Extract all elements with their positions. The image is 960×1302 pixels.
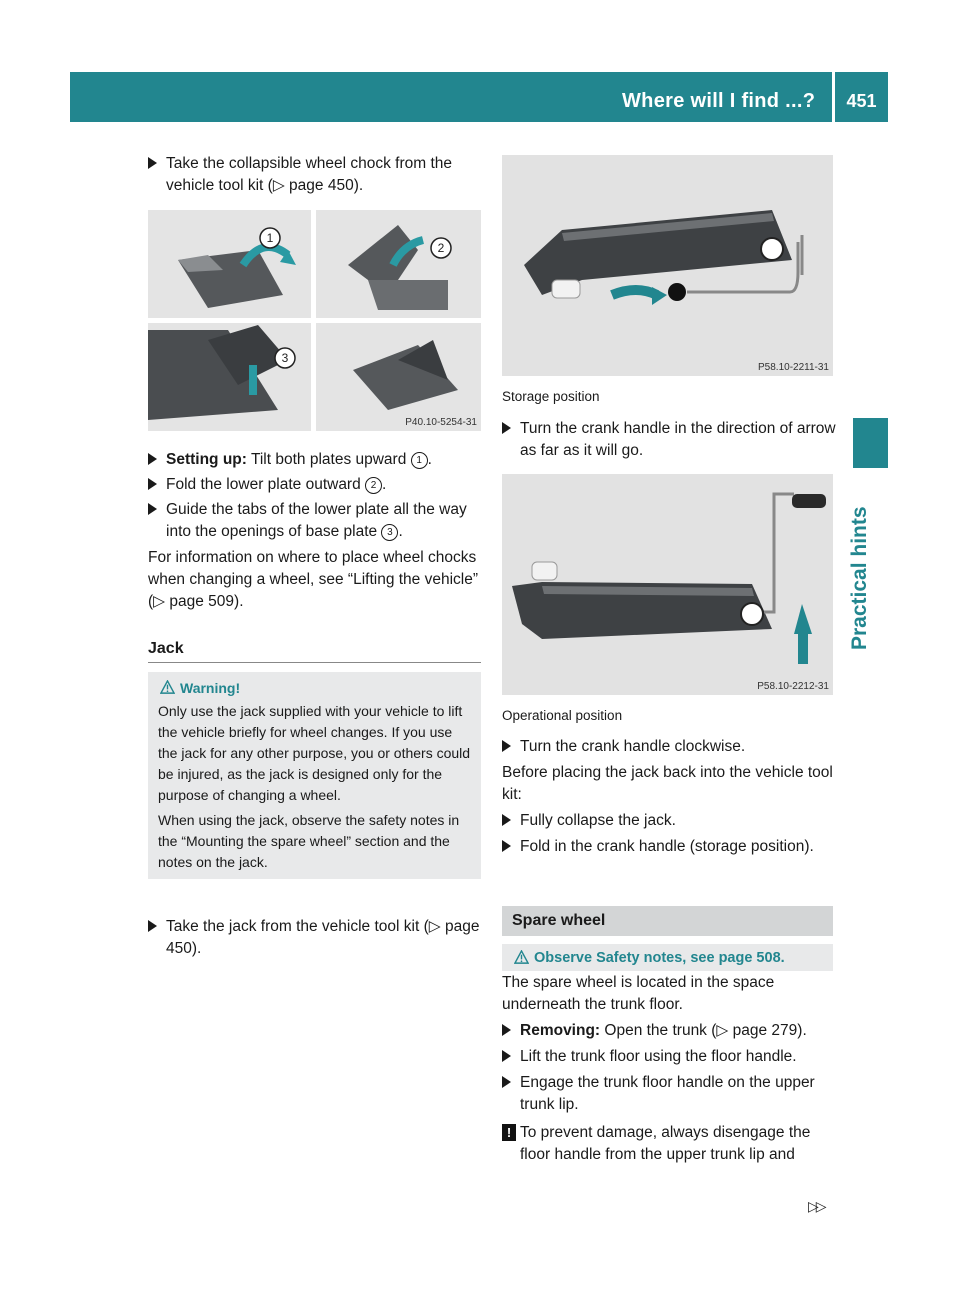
caution-icon: ! — [502, 1124, 516, 1141]
step-turn-crank — [502, 418, 836, 462]
step-text: Guide the tabs of the lower plate all the way into the openings of base plate — [166, 501, 467, 540]
step-text: Take the jack from the vehicle tool kit (▷ page 450). — [166, 918, 480, 957]
warning-title-text: Warning! — [180, 680, 241, 696]
step-engage-handle — [502, 1072, 836, 1116]
step-text: Tilt both plates upward — [246, 451, 411, 468]
step-arrow-icon — [148, 157, 157, 169]
warning-title — [158, 678, 473, 699]
jack-heading: Jack — [148, 640, 184, 657]
step-text: Engage the trunk floor handle on the upper trunk lip. — [520, 1074, 815, 1113]
figure-code: P58.10-2212-31 — [757, 681, 829, 692]
step-text: Turn the crank handle clockwise. — [520, 738, 746, 755]
step-arrow-icon — [148, 503, 157, 515]
step-tail: . — [398, 523, 403, 540]
figure-wheel-chock — [148, 210, 481, 431]
continue-marker: ▷▷ — [808, 1198, 824, 1214]
figure-code: P58.10-2211-31 — [758, 362, 829, 373]
step-text: Take the collapsible wheel chock from the vehicle tool kit (▷ page 450). — [166, 155, 453, 194]
caution-text: To prevent damage, always disengage the floor handle from the upper trunk lip and — [520, 1124, 811, 1163]
step-text: Fully collapse the jack. — [520, 812, 676, 829]
step-text: Fold in the crank handle (storage position). — [520, 838, 814, 855]
figure-code: P40.10-5254-31 — [405, 417, 477, 428]
jack-warning-box — [148, 672, 481, 879]
step-text: Open the trunk (▷ page 279). — [600, 1022, 807, 1039]
spare-wheel-location: The spare wheel is located in the space underneath the trunk floor. — [502, 974, 775, 1013]
step-arrow-icon — [502, 814, 511, 826]
safety-note — [512, 948, 825, 969]
step-guide-tabs — [148, 499, 482, 543]
step-fold-lower-plate — [148, 474, 482, 496]
step-removing — [502, 1020, 836, 1042]
step-collapse-jack — [502, 810, 836, 832]
step-text: Fold the lower plate outward — [166, 476, 366, 493]
step-arrow-icon — [502, 1024, 511, 1036]
step-arrow-icon — [148, 478, 157, 490]
caption-storage: Storage position — [502, 389, 600, 404]
step-tail: . — [427, 451, 432, 468]
step-setting-up — [148, 449, 482, 471]
svg-text:2: 2 — [437, 241, 445, 255]
marker-1: 1 — [411, 452, 428, 469]
step-arrow-icon — [148, 920, 157, 932]
caution-note — [502, 1122, 836, 1166]
step-fold-crank — [502, 836, 836, 858]
jack-heading-rule — [148, 662, 481, 663]
figure-jack-operational — [502, 474, 833, 695]
marker-3: 3 — [381, 524, 398, 541]
safety-note-box — [502, 944, 833, 971]
step-arrow-icon — [148, 453, 157, 465]
page-title: Where will I find ...? — [622, 90, 816, 112]
info-paragraph: For information on where to place wheel chocks when changing a wheel, see “Lifting the vehicle” (▷ page 509). — [148, 549, 479, 610]
step-arrow-icon — [502, 422, 511, 434]
figure-jack-storage — [502, 155, 833, 376]
side-tab-label: Practical hints — [848, 506, 871, 650]
step-arrow-icon — [502, 1076, 511, 1088]
step-arrow-icon — [502, 740, 511, 752]
safety-note-text: Observe Safety notes, see page 508. — [534, 950, 785, 966]
marker-2: 2 — [365, 477, 382, 494]
step-text: Turn the crank handle in the direction of arrow as far as it will go. — [520, 420, 836, 459]
step-text: Lift the trunk floor using the floor handle. — [520, 1048, 797, 1065]
step-take-jack — [148, 916, 482, 960]
svg-text:1: 1 — [266, 231, 274, 245]
before-placing-text: Before placing the jack back into the vehicle tool kit: — [502, 764, 833, 803]
warning-paragraph-2: When using the jack, observe the safety notes in the “Mounting the spare wheel” section and the notes on the jack. — [158, 812, 460, 870]
caption-operational: Operational position — [502, 708, 623, 723]
step-label: Setting up: — [166, 451, 247, 468]
step-arrow-icon — [502, 1050, 511, 1062]
page-number: 451 — [835, 72, 888, 122]
warning-triangle-icon — [160, 680, 175, 695]
step-arrow-icon — [502, 840, 511, 852]
wheel-chock-illustration — [148, 210, 481, 431]
jack-operational-illustration — [502, 474, 833, 695]
warning-paragraph-1: Only use the jack supplied with your vehicle to lift the vehicle briefly for wheel changes. If you use the jack for any other purpose, you or others could be injured, as the jack is designed only for the purpose of changing a wheel. — [158, 703, 471, 803]
spare-wheel-heading — [502, 906, 833, 936]
spare-wheel-heading-text: Spare wheel — [512, 912, 606, 929]
step-label: Removing: — [520, 1022, 601, 1039]
step-lift-floor — [502, 1046, 836, 1068]
warning-triangle-icon — [514, 950, 529, 965]
step-turn-clockwise — [502, 736, 836, 758]
step-take-chock — [148, 153, 482, 197]
jack-storage-illustration — [502, 155, 833, 376]
svg-text:3: 3 — [281, 351, 289, 365]
step-tail: . — [382, 476, 387, 493]
